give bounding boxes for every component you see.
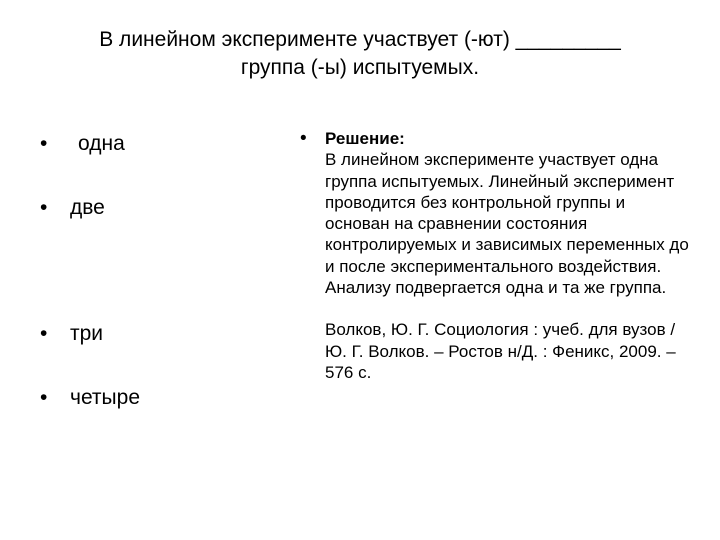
answer-option-label: две [70, 196, 105, 219]
solution-body [325, 128, 690, 298]
bullet-icon: • [40, 386, 48, 409]
answer-option-label: три [70, 322, 104, 345]
answer-option-label: одна [78, 132, 125, 155]
solution-heading: Решение: [325, 129, 405, 148]
bullet-icon: • [40, 322, 48, 345]
answer-option-2[interactable] [40, 195, 105, 221]
answer-option-3[interactable] [40, 321, 103, 347]
answer-option-1[interactable] [40, 131, 125, 157]
bullet-icon: • [40, 132, 48, 155]
bullet-icon: • [40, 196, 48, 219]
answer-options-list [40, 0, 280, 540]
question-line-1: В линейном эксперименте участвует (-ют) _________ [99, 28, 621, 51]
bullet-icon: • [300, 128, 307, 149]
solution-block [300, 128, 690, 383]
question-line-2: группа (-ы) испытуемых. [240, 56, 480, 79]
solution-text: В линейном эксперименте участвует одна группа испытуемых. Линейный эксперимент проводится без контрольной группы и основан на сравнении состояния контролируемых и зависимых переменных до и после экспериментального воздействия. Анализу подвергается одна и та же группа. [325, 150, 689, 298]
bibliographic-reference: Волков, Ю. Г. Социология : учеб. для вузов / Ю. Г. Волков. – Ростов н/Д. : Феникс, 2009. – 576 с. [325, 320, 676, 382]
answer-option-4[interactable] [40, 385, 140, 411]
answer-option-label: четыре [70, 386, 140, 409]
